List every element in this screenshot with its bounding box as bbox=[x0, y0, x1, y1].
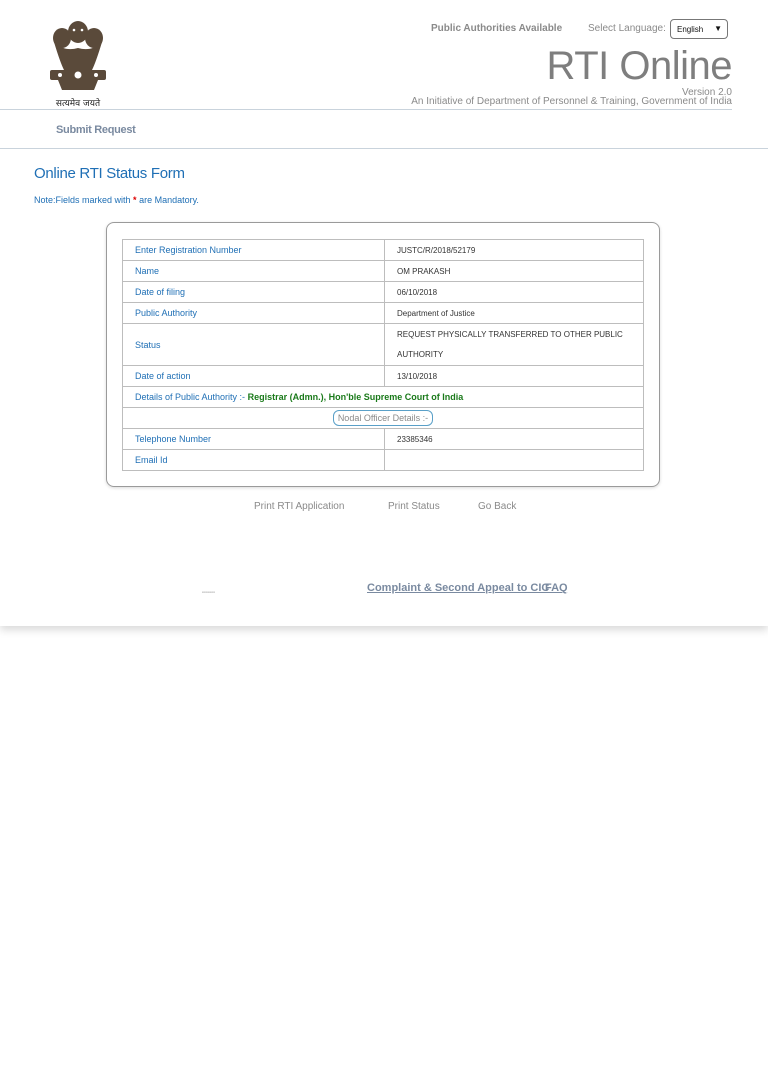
language-selected-value: English bbox=[677, 25, 704, 34]
status-value: REQUEST PHYSICALLY TRANSFERRED TO OTHER PUBLIC AUTHORITY bbox=[385, 324, 644, 366]
public-authorities-link[interactable]: Public Authorities Available bbox=[431, 23, 563, 34]
table-row bbox=[123, 429, 644, 450]
print-rti-application-link[interactable]: Print RTI Application bbox=[254, 501, 345, 512]
table-row bbox=[123, 324, 644, 366]
email-value bbox=[385, 450, 644, 471]
caret-down-icon: ▼ bbox=[714, 24, 722, 33]
public-authority-value: Department of Justice bbox=[385, 303, 644, 324]
table-row bbox=[123, 303, 644, 324]
registration-number-label: Enter Registration Number bbox=[123, 240, 385, 261]
brand-title: RTI Online bbox=[546, 44, 732, 88]
table-row bbox=[123, 450, 644, 471]
status-table bbox=[122, 239, 644, 471]
header-divider bbox=[0, 109, 732, 110]
mandatory-star: * bbox=[133, 195, 137, 205]
visitor-counter: ▪▪▪▪▪▪▪▪▪▪▪▪ bbox=[202, 590, 215, 594]
nav-divider bbox=[0, 148, 768, 149]
note-suffix: are Mandatory. bbox=[136, 195, 199, 205]
date-of-filing-label: Date of filing bbox=[123, 282, 385, 303]
status-label: Status bbox=[123, 324, 385, 366]
nodal-cell bbox=[123, 408, 644, 429]
registration-number-value: JUSTC/R/2018/52179 bbox=[385, 240, 644, 261]
note-prefix: Note:Fields marked with bbox=[34, 195, 134, 205]
telephone-value: 23385346 bbox=[385, 429, 644, 450]
email-label: Email Id bbox=[123, 450, 385, 471]
complaint-appeal-link[interactable]: Complaint & Second Appeal to CIC bbox=[367, 582, 550, 594]
go-back-link[interactable]: Go Back bbox=[478, 501, 517, 512]
nav-submit-request[interactable]: Submit Request bbox=[56, 124, 136, 136]
pa-details-label: Details of Public Authority :- bbox=[135, 392, 246, 402]
name-value: OM PRAKASH bbox=[385, 261, 644, 282]
faq-link[interactable]: FAQ bbox=[545, 582, 568, 594]
brand-subtitle: An Initiative of Department of Personnel & Training, Government of India bbox=[411, 96, 732, 107]
public-authority-label: Public Authority bbox=[123, 303, 385, 324]
page-title: Online RTI Status Form bbox=[34, 165, 185, 182]
mandatory-note bbox=[34, 195, 199, 205]
date-of-action-label: Date of action bbox=[123, 366, 385, 387]
brand-version: Version 2.0 bbox=[681, 87, 732, 98]
pa-details-cell bbox=[123, 387, 644, 408]
name-label: Name bbox=[123, 261, 385, 282]
date-of-action-value: 13/10/2018 bbox=[385, 366, 644, 387]
print-status-link[interactable]: Print Status bbox=[388, 501, 440, 512]
table-row bbox=[123, 408, 644, 429]
pa-details-value: Registrar (Admn.), Hon'ble Supreme Court of India bbox=[245, 392, 464, 402]
telephone-label: Telephone Number bbox=[123, 429, 385, 450]
table-row bbox=[123, 240, 644, 261]
date-of-filing-value: 06/10/2018 bbox=[385, 282, 644, 303]
table-row bbox=[123, 261, 644, 282]
language-label: Select Language: bbox=[588, 23, 666, 34]
nodal-officer-details: Nodal Officer Details :- bbox=[333, 410, 433, 426]
emblem-motto: सत्यमेव जयते bbox=[55, 99, 101, 109]
language-select[interactable] bbox=[670, 19, 728, 39]
national-emblem-icon bbox=[40, 18, 116, 112]
table-row bbox=[123, 387, 644, 408]
table-row bbox=[123, 366, 644, 387]
table-row bbox=[123, 282, 644, 303]
